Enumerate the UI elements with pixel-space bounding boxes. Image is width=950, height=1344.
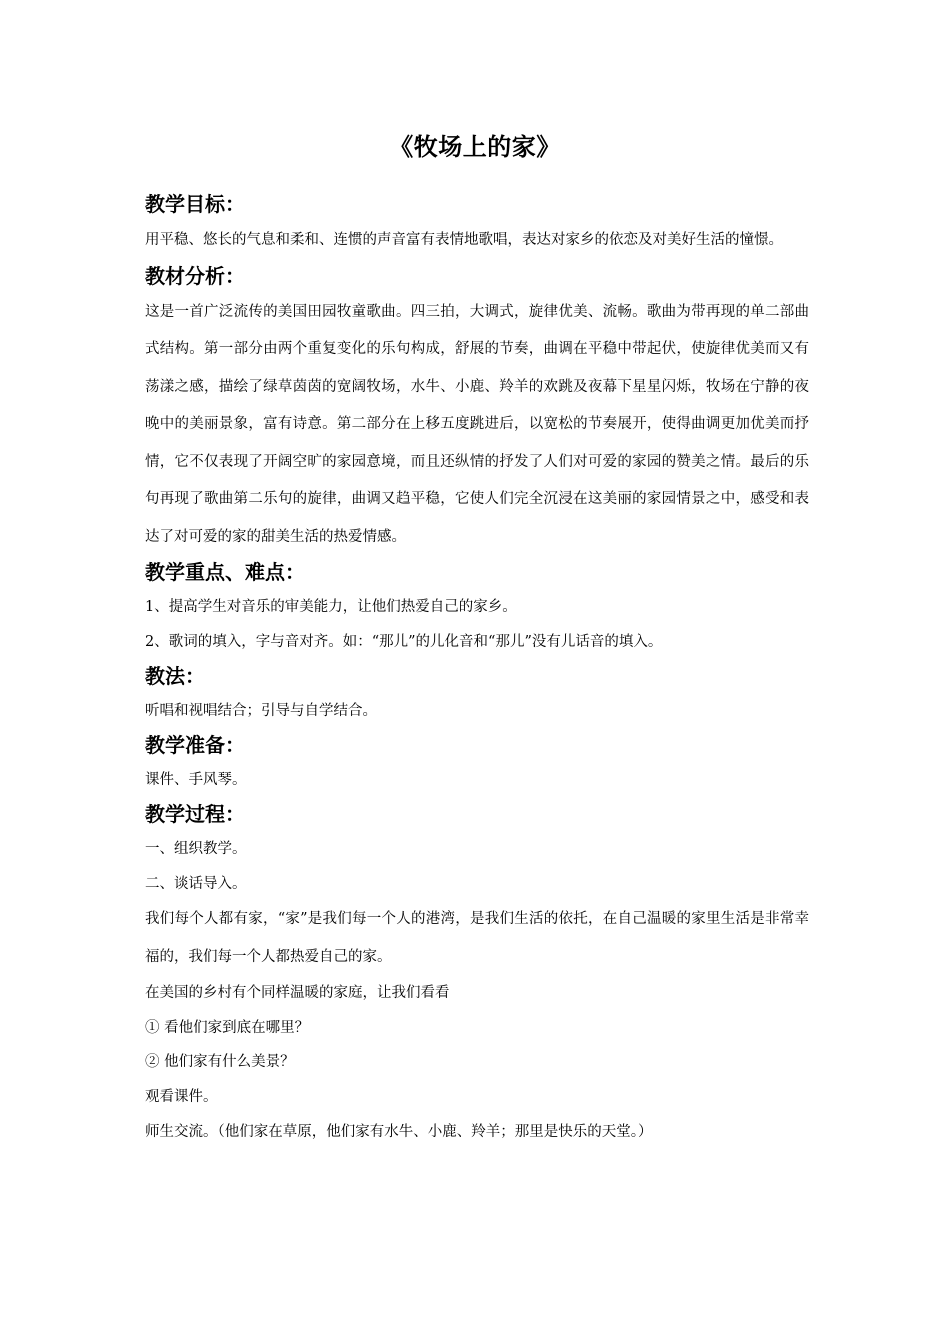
process-step-2: 二、谈话导入。 xyxy=(145,875,247,892)
process-exchange: 师生交流。（他们家在草原，他们家有水牛、小鹿、羚羊；那里是快乐的天堂。） xyxy=(145,1123,653,1140)
analysis-text: 这是一首广泛流传的美国田园牧童歌曲。四三拍，大调式，旋律优美、流畅。歌曲为带再现的单二部曲式结构。第一部分由两个重复变化的乐句构成，舒展的节奏，曲调在平稳中带起伏，使旋律优美而又有荡漾之感，描绘了绿草茵茵的宽阔牧场，水牛、小鹿、羚羊的欢跳及夜幕下星星闪烁，牧场在宁静的夜晚中的美丽景象，富有诗意。第二部分在上移五度跳进后，以宽松的节奏展开，使得曲调更加优美而抒情，它不仅表现了开阔空旷的家园意境，而且还纵情的抒发了人们对可爱的家园的赞美之情。最后的乐句再现了歌曲第二乐句的旋律，曲调又趋平稳，它使人们完全沉浸在这美丽的家园情景之中，感受和表达了对可爱的家的甜美生活的热爱情感。 xyxy=(145,303,809,545)
method-text: 听唱和视唱结合；引导与自学结合。 xyxy=(145,703,377,719)
heading-method: 教法： xyxy=(145,664,205,688)
process-watch: 观看课件。 xyxy=(145,1088,218,1105)
process-step-1: 一、组织教学。 xyxy=(145,841,247,857)
process-question-2: ② 他们家有什么美景？ xyxy=(145,1054,295,1071)
document-body xyxy=(145,188,809,1149)
objectives-text: 用平稳、悠长的气息和柔和、连惯的声音富有表情地歌唱，表达对家乡的依恋及对美好生活的憧憬。 xyxy=(145,232,783,248)
key-point-item: 2、歌词的填入，字与音对齐。如：“那儿”的儿化音和“那儿”没有儿话音的填入。 xyxy=(145,634,663,650)
process-intro: 我们每个人都有家，“家”是我们每一个人的港湾，是我们生活的依托，在自己温暖的家里生活是非常幸福的，我们每一个人都热爱自己的家。 xyxy=(145,911,809,965)
preparation-text: 课件、手风琴。 xyxy=(145,772,247,788)
heading-objectives: 教学目标： xyxy=(145,192,245,216)
heading-analysis: 教材分析： xyxy=(145,263,245,288)
process-lead: 在美国的乡村有个同样温暖的家庭，让我们看看 xyxy=(145,985,450,1002)
heading-process: 教学过程： xyxy=(145,802,245,826)
heading-key-points: 教学重点、难点： xyxy=(145,560,305,584)
heading-preparation: 教学准备： xyxy=(145,733,245,757)
key-point-item: 1、提高学生对音乐的审美能力，让他们热爱自己的家乡。 xyxy=(145,599,517,615)
process-question-1: ① 看他们家到底在哪里？ xyxy=(145,1019,310,1036)
document-title: 《牧场上的家》 xyxy=(389,133,561,161)
